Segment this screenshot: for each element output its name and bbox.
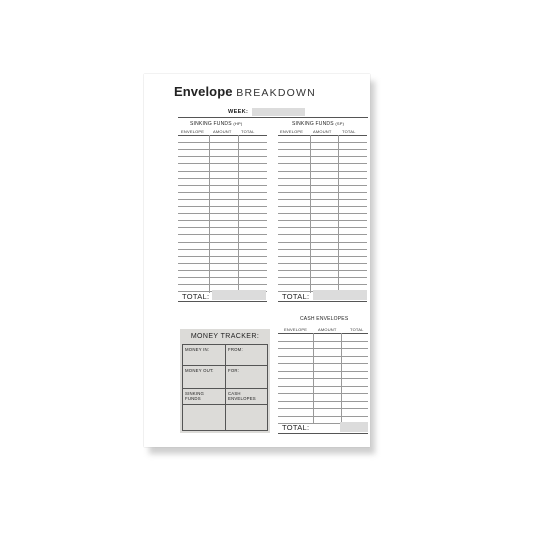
cash-row-line: [278, 386, 368, 387]
sinking-sp-row-line: [278, 171, 367, 172]
cash-row-line: [278, 356, 368, 357]
sinking-hp-column-line: [209, 135, 210, 293]
cash-total-label: TOTAL:: [282, 423, 310, 432]
sinking-sp-title-text: SINKING FUNDS: [292, 121, 334, 127]
week-label: WEEK:: [228, 109, 249, 115]
title-light: BREAKDOWN: [236, 87, 316, 99]
cash-row-line: [278, 341, 368, 342]
sinking-sp-row-line: [278, 163, 367, 164]
sinking-sp-row-line: [278, 242, 367, 243]
sinking-hp-col-total: TOTAL: [241, 129, 255, 134]
sinking-sp-row-line: [278, 142, 367, 143]
sinking-sp-row-line: [278, 284, 367, 285]
cash-title: CASH ENVELOPES: [300, 316, 349, 322]
cash-col-total: TOTAL: [350, 327, 364, 332]
cash-row-line: [278, 393, 368, 394]
cash-col-envelope: ENVELOPE: [284, 327, 308, 332]
sinking-hp-column-line: [238, 135, 239, 293]
sinking-sp-row-line: [278, 234, 367, 235]
sinking-hp-row-line: [178, 192, 267, 193]
cash-row-line: [278, 348, 368, 349]
sinking-sp-row-line: [278, 149, 367, 150]
sinking-sp-col-amount: AMOUNT: [313, 129, 332, 134]
sinking-hp-col-amount: AMOUNT: [213, 129, 232, 134]
sinking-hp-row-line: [178, 234, 267, 235]
sinking-sp-row-line: [278, 227, 367, 228]
sinking-hp-table[interactable]: [178, 135, 267, 293]
sinking-hp-row-line: [178, 156, 267, 157]
sinking-hp-row-line: [178, 185, 267, 186]
sinking-hp-title-text: SINKING FUNDS: [190, 121, 232, 127]
tracker-cell-for[interactable]: FOR:: [225, 365, 268, 389]
sinking-sp-row-line: [278, 199, 367, 200]
sinking-sp-column-line: [310, 135, 311, 293]
sinking-sp-row-line: [278, 156, 367, 157]
sinking-hp-row-line: [178, 135, 267, 136]
sinking-sp-row-line: [278, 263, 367, 264]
sinking-sp-total-rule: [278, 301, 367, 302]
sinking-sp-col-envelope: ENVELOPE: [280, 129, 304, 134]
sinking-hp-row-line: [178, 149, 267, 150]
sinking-hp-row-line: [178, 277, 267, 278]
cash-row-line: [278, 371, 368, 372]
sinking-sp-total-label: TOTAL:: [282, 292, 310, 301]
sinking-hp-total-rule: [178, 301, 267, 302]
sinking-hp-row-line: [178, 220, 267, 221]
cash-column-line: [313, 333, 314, 423]
page-title: [174, 84, 316, 99]
cash-row-line: [278, 408, 368, 409]
sinking-hp-total-box[interactable]: [212, 290, 266, 300]
cash-col-amount: AMOUNT: [318, 327, 337, 332]
sinking-sp-row-line: [278, 213, 367, 214]
sinking-sp-column-line: [338, 135, 339, 293]
cash-total-rule: [278, 433, 368, 434]
sinking-hp-title: [190, 121, 242, 127]
sinking-hp-row-line: [178, 284, 267, 285]
sinking-hp-row-line: [178, 270, 267, 271]
sinking-sp-row-line: [278, 185, 367, 186]
planner-page: [144, 74, 370, 447]
cash-row-line: [278, 363, 368, 364]
sinking-hp-row-line: [178, 171, 267, 172]
sinking-sp-row-line: [278, 206, 367, 207]
cash-column-line: [341, 333, 342, 423]
sinking-sp-row-line: [278, 192, 367, 193]
sinking-hp-suffix: (HP): [233, 121, 243, 126]
sinking-sp-row-line: [278, 270, 367, 271]
tracker-cell-sinking-funds[interactable]: SINKING FUNDS: [182, 388, 226, 405]
tracker-cell-blank-right[interactable]: [225, 404, 268, 431]
sinking-hp-row-line: [178, 206, 267, 207]
sinking-hp-row-line: [178, 242, 267, 243]
sinking-sp-row-line: [278, 249, 367, 250]
header-rule: [178, 117, 368, 118]
tracker-cell-money-out[interactable]: MONEY OUT:: [182, 365, 226, 389]
sinking-hp-row-line: [178, 263, 267, 264]
money-tracker-grid: [182, 344, 268, 431]
cash-row-line: [278, 333, 368, 334]
money-tracker-title: MONEY TRACKER:: [190, 333, 260, 340]
sinking-hp-total-label: TOTAL:: [182, 292, 210, 301]
cash-table[interactable]: [278, 333, 368, 423]
week-input[interactable]: [252, 108, 305, 116]
title-bold: Envelope: [174, 84, 233, 99]
sinking-hp-row-line: [178, 142, 267, 143]
cash-row-line: [278, 401, 368, 402]
tracker-cell-from[interactable]: FROM:: [225, 344, 268, 366]
tracker-cell-blank-left[interactable]: [182, 404, 226, 431]
cash-total-box[interactable]: [340, 422, 368, 432]
sinking-sp-row-line: [278, 256, 367, 257]
sinking-sp-row-line: [278, 135, 367, 136]
sinking-hp-row-line: [178, 163, 267, 164]
sinking-sp-col-total: TOTAL: [342, 129, 356, 134]
sinking-hp-row-line: [178, 178, 267, 179]
sinking-hp-row-line: [178, 227, 267, 228]
sinking-hp-col-envelope: ENVELOPE: [181, 129, 205, 134]
money-tracker: [180, 329, 270, 433]
cash-row-line: [278, 378, 368, 379]
sinking-sp-title: [292, 121, 344, 127]
sinking-sp-row-line: [278, 178, 367, 179]
sinking-sp-row-line: [278, 277, 367, 278]
sinking-sp-total-box[interactable]: [313, 290, 367, 300]
sinking-sp-suffix: (SP): [335, 121, 345, 126]
sinking-hp-row-line: [178, 256, 267, 257]
tracker-cell-cash-envelopes[interactable]: CASH ENVELOPES: [225, 388, 268, 405]
cash-row-line: [278, 416, 368, 417]
sinking-sp-table[interactable]: [278, 135, 367, 293]
sinking-sp-row-line: [278, 220, 367, 221]
sinking-hp-row-line: [178, 249, 267, 250]
tracker-cell-money-in[interactable]: MONEY IN:: [182, 344, 226, 366]
sinking-hp-row-line: [178, 213, 267, 214]
sinking-hp-row-line: [178, 199, 267, 200]
